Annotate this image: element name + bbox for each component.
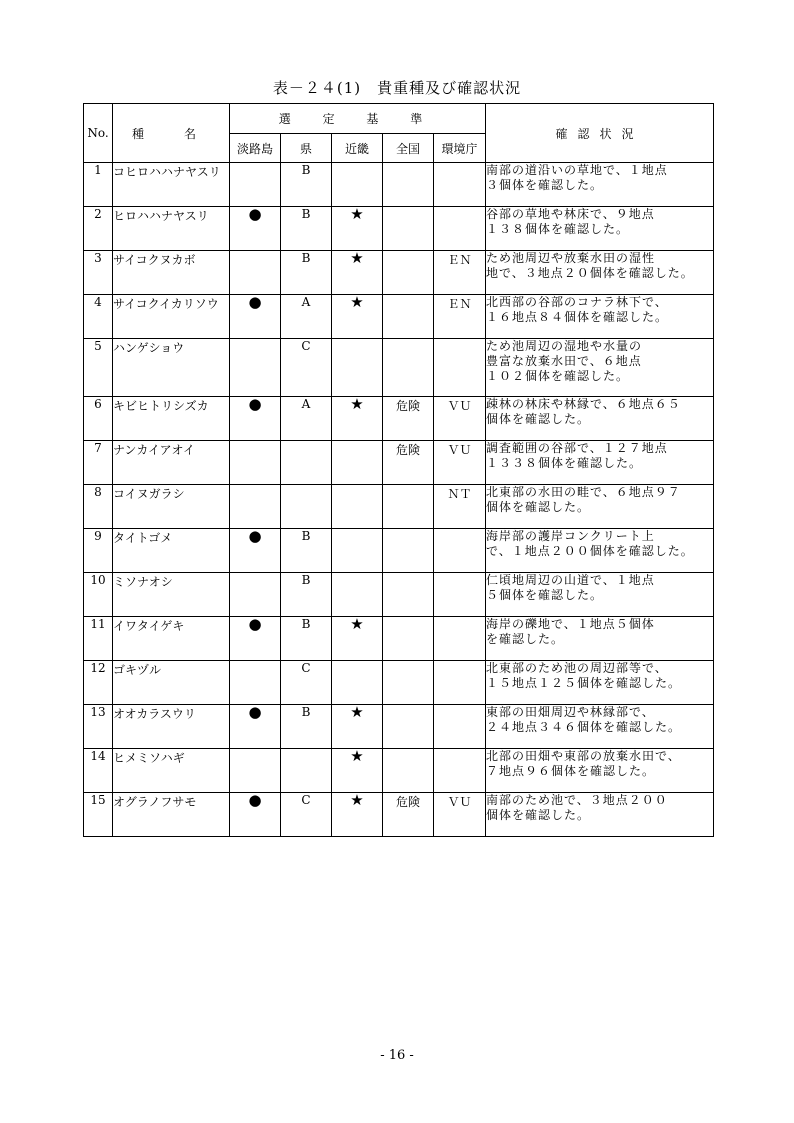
cell-species-name: イワタイゲキ xyxy=(113,617,230,661)
status-line: １３３８個体を確認した。 xyxy=(486,456,643,470)
cell-national-rank xyxy=(383,661,434,705)
cell-env-rank: ＶＵ xyxy=(434,397,486,441)
cell-status xyxy=(486,705,714,749)
status-line: ３個体を確認した。 xyxy=(486,178,604,192)
cell-no: 9 xyxy=(84,529,113,573)
cell-status xyxy=(486,441,714,485)
cell-no: 12 xyxy=(84,661,113,705)
header-env: 環境庁 xyxy=(434,134,486,163)
header-no: No. xyxy=(84,104,113,163)
cell-national-rank xyxy=(383,705,434,749)
status-line: ２４地点３４６個体を確認した。 xyxy=(486,720,682,734)
cell-kinki-mark xyxy=(332,529,383,573)
table-row xyxy=(84,339,714,397)
cell-pref-rank: A xyxy=(281,397,332,441)
cell-kinki-mark xyxy=(332,573,383,617)
status-line: 谷部の草地や林床で、９地点 xyxy=(486,207,655,221)
cell-national-rank xyxy=(383,617,434,661)
status-line: 豊富な放棄水田で、６地点 xyxy=(486,354,642,368)
cell-awaji-mark xyxy=(230,339,281,397)
status-line: で、１地点２００個体を確認した。 xyxy=(486,544,694,558)
cell-species-name: タイトゴメ xyxy=(113,529,230,573)
cell-status xyxy=(486,251,714,295)
table-title: 表－２４(1) 貴重種及び確認状況 xyxy=(272,79,522,97)
cell-no: 8 xyxy=(84,485,113,529)
page-number: - 16 - xyxy=(380,1048,414,1063)
status-line: 疎林の林床や林縁で、６地点６５ xyxy=(486,397,681,411)
cell-pref-rank xyxy=(281,441,332,485)
status-line: 地で、３地点２０個体を確認した。 xyxy=(486,266,694,280)
cell-national-rank xyxy=(383,163,434,207)
cell-awaji-mark: ● xyxy=(230,207,281,251)
header-criteria: 選 定 基 準 xyxy=(230,104,486,134)
cell-species-name: ナンカイアオイ xyxy=(113,441,230,485)
cell-pref-rank xyxy=(281,485,332,529)
status-line: 海岸部の護岸コンクリート上 xyxy=(486,529,655,543)
cell-national-rank xyxy=(383,485,434,529)
cell-awaji-mark xyxy=(230,661,281,705)
cell-no: 15 xyxy=(84,793,113,837)
table-body xyxy=(84,163,714,837)
cell-status xyxy=(486,793,714,837)
table-row xyxy=(84,661,714,705)
cell-kinki-mark: ★ xyxy=(332,207,383,251)
status-line: 北西部の谷部のコナラ林下で、 xyxy=(486,295,668,309)
cell-env-rank xyxy=(434,529,486,573)
status-line: 個体を確認した。 xyxy=(486,500,591,514)
cell-kinki-mark: ★ xyxy=(332,749,383,793)
cell-no: 2 xyxy=(84,207,113,251)
cell-national-rank: 危険 xyxy=(383,397,434,441)
cell-env-rank: ＮＴ xyxy=(434,485,486,529)
status-line: １０２個体を確認した。 xyxy=(486,369,630,383)
status-line: 北東部の水田の畦で、６地点９７ xyxy=(486,485,681,499)
cell-species-name: オグラノフサモ xyxy=(113,793,230,837)
cell-env-rank xyxy=(434,573,486,617)
table-row xyxy=(84,163,714,207)
status-line: １５地点１２５個体を確認した。 xyxy=(486,676,682,690)
table-row xyxy=(84,573,714,617)
table-row xyxy=(84,705,714,749)
cell-kinki-mark: ★ xyxy=(332,617,383,661)
table-row xyxy=(84,529,714,573)
cell-pref-rank: B xyxy=(281,251,332,295)
cell-env-rank xyxy=(434,207,486,251)
cell-species-name: ヒロハハナヤスリ xyxy=(113,207,230,251)
cell-species-name: ミソナオシ xyxy=(113,573,230,617)
cell-status xyxy=(486,295,714,339)
header-national: 全国 xyxy=(383,134,434,163)
cell-awaji-mark: ● xyxy=(230,295,281,339)
cell-awaji-mark: ● xyxy=(230,617,281,661)
cell-awaji-mark xyxy=(230,749,281,793)
cell-kinki-mark: ★ xyxy=(332,295,383,339)
table-row xyxy=(84,251,714,295)
cell-species-name: オオカラスウリ xyxy=(113,705,230,749)
cell-status xyxy=(486,573,714,617)
cell-status xyxy=(486,749,714,793)
cell-env-rank xyxy=(434,661,486,705)
cell-awaji-mark xyxy=(230,251,281,295)
cell-kinki-mark: ★ xyxy=(332,251,383,295)
cell-env-rank xyxy=(434,339,486,397)
cell-status xyxy=(486,485,714,529)
cell-species-name: コヒロハハナヤスリ xyxy=(113,163,230,207)
cell-species-name: ヒメミソハギ xyxy=(113,749,230,793)
cell-species-name: サイコクイカリソウ xyxy=(113,295,230,339)
table-row xyxy=(84,485,714,529)
cell-pref-rank xyxy=(281,749,332,793)
cell-env-rank: ＥＮ xyxy=(434,295,486,339)
cell-env-rank: ＶＵ xyxy=(434,793,486,837)
rare-species-table xyxy=(83,103,714,837)
cell-status xyxy=(486,163,714,207)
status-line: ５個体を確認した。 xyxy=(486,588,604,602)
status-line: ため池周辺や放棄水田の湿性 xyxy=(486,251,656,265)
status-line: 海岸の礫地で、１地点５個体 xyxy=(486,617,655,631)
status-line: 個体を確認した。 xyxy=(486,412,591,426)
status-line: を確認した。 xyxy=(486,632,565,646)
cell-pref-rank: C xyxy=(281,339,332,397)
cell-species-name: ゴキヅル xyxy=(113,661,230,705)
cell-env-rank xyxy=(434,163,486,207)
status-line: ため池周辺の湿地や水量の xyxy=(486,339,643,353)
cell-status xyxy=(486,339,714,397)
cell-national-rank xyxy=(383,529,434,573)
cell-pref-rank: B xyxy=(281,573,332,617)
cell-species-name: キビヒトリシズカ xyxy=(113,397,230,441)
cell-no: 10 xyxy=(84,573,113,617)
cell-no: 14 xyxy=(84,749,113,793)
cell-pref-rank: B xyxy=(281,529,332,573)
cell-awaji-mark xyxy=(230,163,281,207)
cell-awaji-mark: ● xyxy=(230,705,281,749)
table-row xyxy=(84,749,714,793)
status-line: 仁頃地周辺の山道で、１地点 xyxy=(486,573,655,587)
cell-awaji-mark: ● xyxy=(230,397,281,441)
cell-status xyxy=(486,529,714,573)
header-kinki: 近畿 xyxy=(332,134,383,163)
status-line: １６地点８４個体を確認した。 xyxy=(486,310,669,324)
status-line: 北部の田畑や東部の放棄水田で、 xyxy=(486,749,681,763)
cell-species-name: ハンゲショウ xyxy=(113,339,230,397)
cell-env-rank xyxy=(434,749,486,793)
cell-no: 1 xyxy=(84,163,113,207)
cell-env-rank: ＥＮ xyxy=(434,251,486,295)
cell-status xyxy=(486,397,714,441)
cell-status xyxy=(486,617,714,661)
cell-national-rank xyxy=(383,339,434,397)
cell-national-rank xyxy=(383,251,434,295)
cell-pref-rank: B xyxy=(281,705,332,749)
cell-no: 5 xyxy=(84,339,113,397)
cell-kinki-mark xyxy=(332,339,383,397)
cell-species-name: コイヌガラシ xyxy=(113,485,230,529)
cell-kinki-mark xyxy=(332,485,383,529)
cell-awaji-mark: ● xyxy=(230,793,281,837)
table-row xyxy=(84,617,714,661)
cell-national-rank xyxy=(383,207,434,251)
table-row xyxy=(84,295,714,339)
cell-kinki-mark xyxy=(332,163,383,207)
cell-no: 13 xyxy=(84,705,113,749)
status-line: 南部の道沿いの草地で、１地点 xyxy=(486,163,668,177)
cell-no: 4 xyxy=(84,295,113,339)
cell-national-rank: 危険 xyxy=(383,441,434,485)
cell-kinki-mark: ★ xyxy=(332,793,383,837)
status-line: 調査範囲の谷部で、１２７地点 xyxy=(486,441,668,455)
table-row xyxy=(84,397,714,441)
table-row xyxy=(84,793,714,837)
cell-no: 6 xyxy=(84,397,113,441)
cell-pref-rank: A xyxy=(281,295,332,339)
cell-env-rank: ＶＵ xyxy=(434,441,486,485)
cell-kinki-mark: ★ xyxy=(332,705,383,749)
status-line: ７地点９６個体を確認した。 xyxy=(486,764,656,778)
status-line: 南部のため池で、３地点２００ xyxy=(486,793,668,807)
header-pref: 県 xyxy=(281,134,332,163)
cell-no: 7 xyxy=(84,441,113,485)
cell-awaji-mark xyxy=(230,573,281,617)
cell-status xyxy=(486,207,714,251)
cell-kinki-mark: ★ xyxy=(332,397,383,441)
cell-awaji-mark xyxy=(230,485,281,529)
cell-pref-rank: B xyxy=(281,617,332,661)
cell-pref-rank: B xyxy=(281,207,332,251)
status-line: 北東部のため池の周辺部等で、 xyxy=(486,661,668,675)
cell-species-name: サイコクヌカボ xyxy=(113,251,230,295)
table-row xyxy=(84,207,714,251)
cell-no: 3 xyxy=(84,251,113,295)
cell-national-rank xyxy=(383,295,434,339)
cell-kinki-mark xyxy=(332,441,383,485)
cell-national-rank: 危険 xyxy=(383,793,434,837)
cell-pref-rank: C xyxy=(281,793,332,837)
cell-national-rank xyxy=(383,749,434,793)
cell-status xyxy=(486,661,714,705)
header-awaji: 淡路島 xyxy=(230,134,281,163)
cell-awaji-mark xyxy=(230,441,281,485)
cell-no: 11 xyxy=(84,617,113,661)
status-line: １３８個体を確認した。 xyxy=(486,222,630,236)
cell-env-rank xyxy=(434,617,486,661)
cell-kinki-mark xyxy=(332,661,383,705)
cell-awaji-mark: ● xyxy=(230,529,281,573)
header-name: 種 名 xyxy=(113,104,230,163)
table-row xyxy=(84,441,714,485)
cell-national-rank xyxy=(383,573,434,617)
cell-pref-rank: B xyxy=(281,163,332,207)
cell-pref-rank: C xyxy=(281,661,332,705)
cell-env-rank xyxy=(434,705,486,749)
status-line: 東部の田畑周辺や林縁部で、 xyxy=(486,705,655,719)
header-status: 確認状況 xyxy=(486,104,714,163)
status-line: 個体を確認した。 xyxy=(486,808,591,822)
